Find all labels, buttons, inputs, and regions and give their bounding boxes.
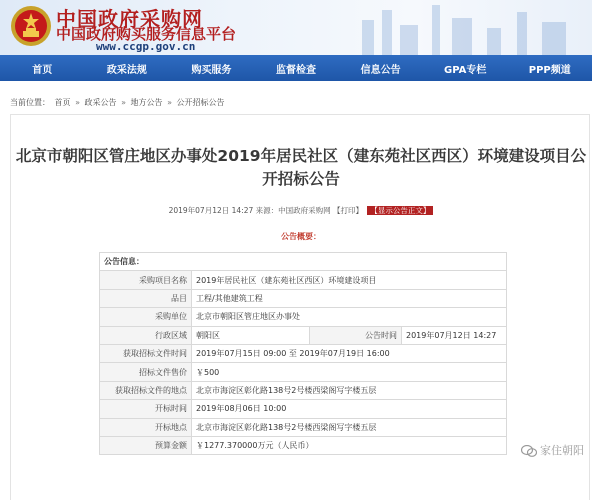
- skyline-decoration: [342, 0, 592, 55]
- nav-ppp[interactable]: PPP频道: [528, 64, 571, 76]
- row-label: 预算金额: [100, 436, 192, 454]
- row-value: 2019年居民社区（建东苑社区西区）环境建设项目: [192, 271, 507, 289]
- site-subtitle: 中国政府购买服务信息平台: [56, 25, 237, 43]
- breadcrumb: [10, 97, 227, 108]
- nav-gpa[interactable]: GPA专栏: [444, 64, 487, 76]
- row-value: ￥500: [192, 363, 507, 381]
- nav-regulations[interactable]: 政采法规: [106, 64, 147, 76]
- breadcrumb-item-announcements[interactable]: 政采公告: [84, 98, 117, 107]
- show-full-text-button[interactable]: 【显示公告正文】: [367, 206, 433, 215]
- nav-home[interactable]: 首页: [32, 64, 53, 76]
- table-row: [100, 271, 507, 289]
- row-label: 获取招标文件时间: [100, 344, 192, 362]
- site-header: [0, 0, 592, 55]
- row-label: 采购项目名称: [100, 271, 192, 289]
- announcement-info-table: [99, 252, 507, 455]
- table-row: [100, 363, 507, 381]
- row-value: 北京市朝阳区管庄地区办事处: [192, 308, 507, 326]
- table-row: [100, 418, 507, 436]
- breadcrumb-item-open-tender[interactable]: 公开招标公告: [176, 98, 225, 107]
- page-title-line2: 开招标公告: [262, 170, 340, 188]
- site-title[interactable]: 中国政府采购网: [56, 7, 203, 31]
- wechat-watermark: [521, 442, 584, 458]
- row-value: ￥1277.370000万元（人民币）: [192, 436, 507, 454]
- page-title-line1: 北京市朝阳区管庄地区办事处2019年居民社区（建东苑社区西区）环境建设项目公: [15, 147, 587, 165]
- table-row: [100, 289, 507, 307]
- site-url[interactable]: www.ccgp.gov.cn: [96, 40, 196, 53]
- table-heading-row: [100, 253, 507, 271]
- wechat-icon: [521, 445, 537, 457]
- page-title: [11, 145, 591, 191]
- breadcrumb-item-local[interactable]: 地方公告: [130, 98, 163, 107]
- summary-heading: 公告概要：: [281, 232, 321, 241]
- article-panel: [10, 114, 590, 500]
- publish-info: 2019年07月12日 14:27 来源：中国政府采购网: [168, 206, 331, 215]
- national-emblem-icon: [10, 4, 52, 48]
- breadcrumb-item-home[interactable]: 首页: [54, 98, 71, 107]
- table-row: [100, 344, 507, 362]
- table-row: [100, 308, 507, 326]
- row-label: 采购单位: [100, 308, 192, 326]
- table-row: [100, 326, 507, 344]
- breadcrumb-separator: »: [121, 98, 126, 107]
- breadcrumb-label: 当前位置：: [10, 98, 50, 107]
- table-row: [100, 436, 507, 454]
- row-value: 2019年08月06日 10:00: [192, 400, 507, 418]
- article-meta: [11, 205, 591, 216]
- breadcrumb-separator: »: [75, 98, 80, 107]
- row-value: 北京市海淀区彰化路138号2号楼西梁阁写字楼五层: [192, 381, 507, 399]
- row-label: 行政区域: [100, 326, 192, 344]
- print-link[interactable]: 【打印】: [333, 206, 364, 215]
- row-label: 开标时间: [100, 400, 192, 418]
- nav-purchase-services[interactable]: 购买服务: [191, 64, 232, 76]
- table-row: [100, 381, 507, 399]
- nav-supervision[interactable]: 监督检查: [276, 64, 317, 76]
- row-label: 公告时间: [310, 326, 402, 344]
- watermark-text: 家住朝阳: [540, 444, 584, 457]
- row-label: 品目: [100, 289, 192, 307]
- table-heading: 公告信息：: [100, 253, 507, 271]
- row-label: 招标文件售价: [100, 363, 192, 381]
- row-value: 北京市海淀区彰化路138号2号楼西梁阁写字楼五层: [192, 418, 507, 436]
- breadcrumb-separator: »: [167, 98, 172, 107]
- nav-announcements[interactable]: 信息公告: [360, 64, 401, 76]
- row-label: 开标地点: [100, 418, 192, 436]
- row-label: 获取招标文件的地点: [100, 381, 192, 399]
- main-nav: [0, 55, 592, 81]
- row-value: 朝阳区: [192, 326, 310, 344]
- row-value: 工程/其他建筑工程: [192, 289, 507, 307]
- row-value: 2019年07月12日 14:27: [402, 326, 507, 344]
- table-row: [100, 400, 507, 418]
- row-value: 2019年07月15日 09:00 至 2019年07月19日 16:00: [192, 344, 507, 362]
